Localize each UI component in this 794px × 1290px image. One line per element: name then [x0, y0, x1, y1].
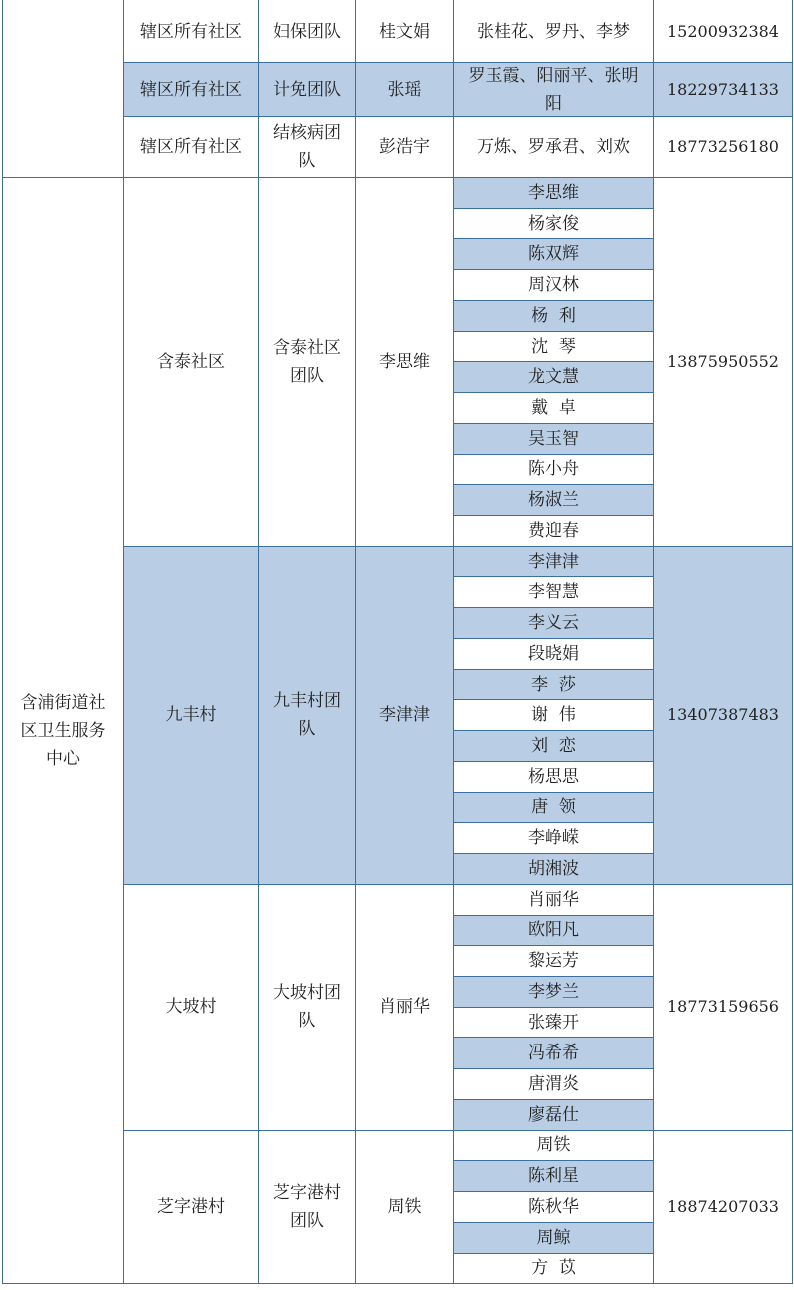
- member-cell: 杨家俊: [528, 213, 579, 234]
- members-cell: 张桂花、罗丹、李梦: [477, 21, 630, 42]
- area-cell: 芝字港村: [157, 1196, 225, 1217]
- member-cell: 谢 伟: [531, 705, 576, 726]
- area-cell: 辖区所有社区: [140, 21, 242, 42]
- phone-cell: 15200932384: [667, 21, 779, 41]
- grid-line: [2, 0, 3, 177]
- member-cell: 戴 卓: [531, 397, 576, 418]
- members-cell: 万炼、罗承君、刘欢: [477, 137, 630, 157]
- phone-cell: 18229734133: [654, 63, 792, 116]
- member-cell: 陈小舟: [528, 459, 579, 480]
- phone-cell: 13407387483: [654, 547, 792, 884]
- member-cell: 黎运芳: [528, 951, 579, 972]
- member-cell: 杨 利: [454, 301, 653, 331]
- member-cell: 刘 恋: [454, 731, 653, 761]
- member-cell: 周铁: [536, 1135, 571, 1156]
- grid-line: [2, 177, 3, 1284]
- member-cell: 龙文慧: [454, 362, 653, 392]
- area-cell: 大坡村: [165, 997, 217, 1018]
- leader-cell: 李津津: [356, 547, 453, 884]
- member-cell: 段晓娟: [528, 643, 579, 664]
- member-cell: 李义云: [454, 608, 653, 638]
- member-cell: 李智慧: [528, 582, 579, 603]
- member-cell: 李 莎: [454, 670, 653, 700]
- area-cell: 含泰社区: [157, 351, 225, 372]
- member-cell: 肖丽华: [528, 889, 579, 910]
- member-cell: 杨淑兰: [454, 485, 653, 515]
- member-cell: 李梦兰: [454, 977, 653, 1007]
- member-cell: 陈利星: [454, 1161, 653, 1191]
- member-cell: 吴玉智: [454, 424, 653, 454]
- leader-cell: 桂文娟: [379, 21, 430, 42]
- member-cell: 陈秋华: [528, 1196, 579, 1217]
- team-cell: 大坡村团队: [273, 983, 341, 1032]
- team-cell: 含泰社区团队: [273, 337, 341, 386]
- center-cell: 含浦街道社区卫生服务中心: [20, 692, 106, 769]
- member-cell: 周鲸: [454, 1223, 653, 1253]
- grid-line: [123, 0, 124, 1284]
- member-cell: 胡湘波: [454, 854, 653, 884]
- grid-line: [2, 1283, 123, 1284]
- team-cell: 结核病团队: [273, 123, 341, 171]
- member-cell: 杨思思: [528, 766, 579, 787]
- leader-cell: 周铁: [387, 1196, 422, 1217]
- team-cell: 妇保团队: [273, 21, 341, 42]
- member-cell: 费迎春: [528, 520, 579, 541]
- team-cell: 计免团队: [259, 63, 355, 116]
- member-cell: 唐渭炎: [528, 1074, 579, 1095]
- grid-line: [792, 0, 793, 1284]
- member-cell: 冯希希: [454, 1038, 653, 1068]
- member-cell: 李津津: [454, 547, 653, 577]
- member-cell: 李思维: [454, 178, 653, 208]
- grid-line: [355, 0, 356, 1284]
- member-cell: 沈 琴: [531, 336, 576, 357]
- members-cell: 罗玉霞、阳丽平、张明阳: [454, 63, 653, 116]
- area-cell: 九丰村: [124, 547, 258, 884]
- grid-line: [258, 0, 259, 1284]
- leader-cell: 彭浩宇: [379, 137, 430, 157]
- area-cell: 辖区所有社区: [124, 63, 258, 116]
- team-cell: 芝字港村团队: [273, 1182, 341, 1231]
- phone-cell: 18773159656: [667, 997, 779, 1017]
- leader-cell: 张瑶: [356, 63, 453, 116]
- member-cell: 李峥嵘: [528, 828, 579, 849]
- member-cell: 欧阳凡: [454, 916, 653, 946]
- member-cell: 唐 领: [454, 793, 653, 823]
- member-cell: 张臻开: [528, 1012, 579, 1033]
- grid-line: [453, 0, 454, 1284]
- leader-cell: 李思维: [379, 351, 430, 372]
- phone-cell: 18874207033: [667, 1196, 779, 1216]
- team-cell: 九丰村团队: [259, 547, 355, 884]
- area-cell: 辖区所有社区: [140, 137, 242, 157]
- grid-line: [123, 1283, 793, 1284]
- member-cell: 方 苡: [531, 1258, 576, 1279]
- leader-cell: 肖丽华: [379, 997, 430, 1018]
- member-cell: 周汉林: [528, 275, 579, 296]
- phone-cell: 13875950552: [667, 351, 779, 371]
- member-cell: 陈双辉: [454, 239, 653, 269]
- grid-line: [653, 0, 654, 1284]
- member-cell: 廖磊仕: [454, 1100, 653, 1130]
- phone-cell: 18773256180: [667, 137, 779, 156]
